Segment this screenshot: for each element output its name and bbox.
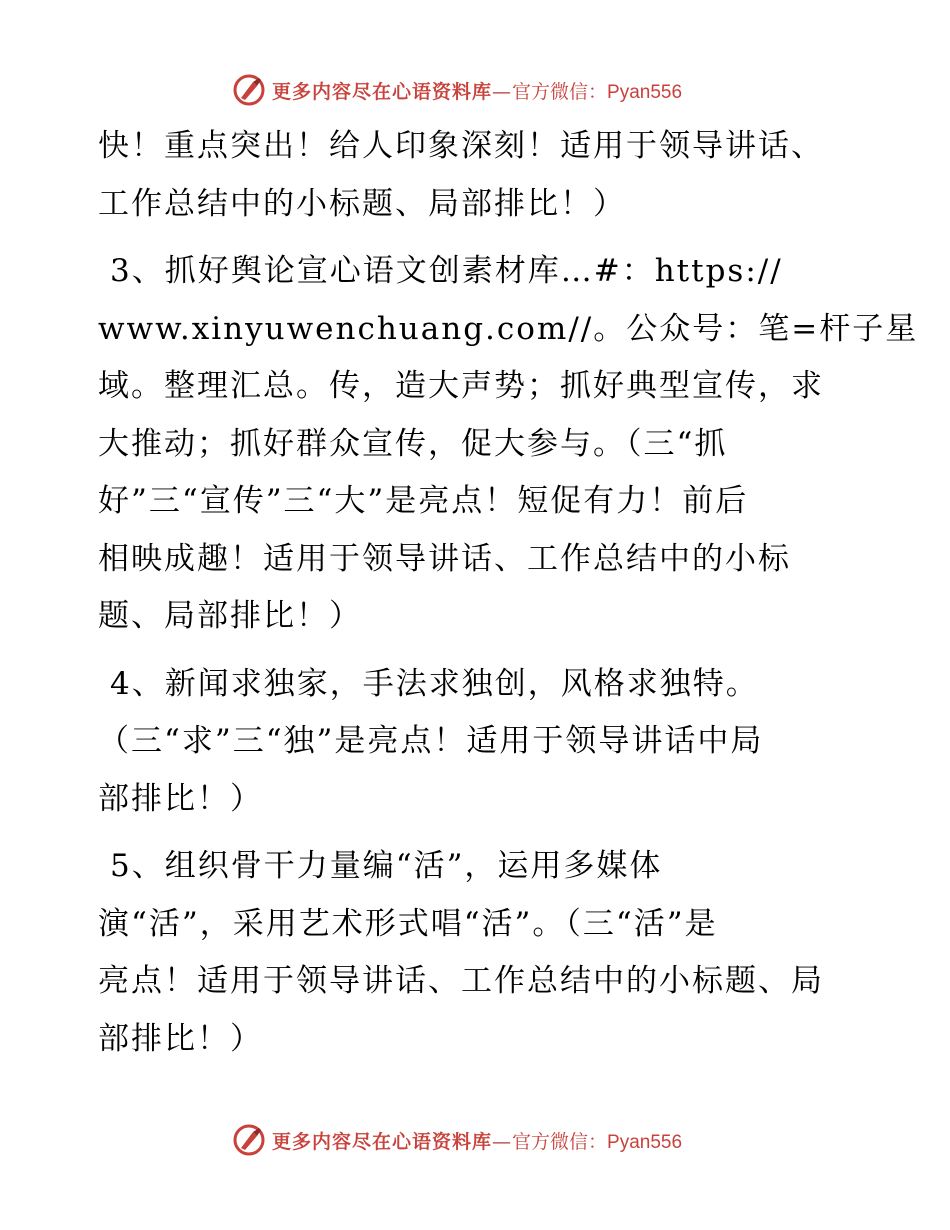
header-banner	[232, 70, 752, 110]
paragraph-4	[98, 838, 858, 1068]
pen-nib-logo-icon	[232, 73, 266, 107]
footer-text	[272, 1127, 682, 1154]
text-line: 相映成趣！适用于领导讲话、工作总结中的小标	[98, 540, 791, 577]
text-line: 亮点！适用于领导讲话、工作总结中的小标题、局	[98, 963, 824, 999]
header-wechat: 官方微信：Pyan556	[512, 81, 683, 103]
paragraph-3	[98, 656, 858, 829]
text-line: 演“活”，采用艺术形式唱“活”。（三“活”是	[98, 905, 718, 942]
text-line: 域。整理汇总。传，造大声势；抓好典型宣传，求	[98, 368, 824, 404]
text-line: 4、新闻求独家，手法求独创，风格求独特。	[110, 665, 759, 702]
text-line: 部排比！）	[98, 780, 263, 817]
footer-banner	[232, 1120, 752, 1160]
pen-nib-logo-icon	[232, 1123, 266, 1157]
paragraph-1	[98, 118, 858, 233]
footer-wechat: 官方微信：Pyan556	[512, 1131, 683, 1153]
header-dash: —	[492, 80, 513, 103]
text-line: 部排比！）	[98, 1020, 263, 1057]
text-line: 3、抓好舆论宣心语文创素材库…#：https://	[110, 253, 783, 289]
text-line: 快！重点突出！给人印象深刻！适用于领导讲话、	[98, 128, 824, 164]
text-line: （三“求”三“独”是亮点！适用于领导讲话中局	[98, 723, 764, 759]
text-line: www.xinyuwenchuang.com//。公众号：笔=杆子星	[98, 310, 919, 347]
text-line: 题、局部排比！）	[98, 598, 362, 634]
text-line: 好”三“宣传”三“大”是亮点！短促有力！前后	[98, 483, 749, 519]
header-prefix: 更多内容尽在心语资料库	[272, 80, 493, 103]
footer-dash: —	[492, 1130, 513, 1153]
text-line: 大推动；抓好群众宣传，促大参与。（三“抓	[98, 425, 728, 462]
document-body	[98, 118, 919, 1068]
text-line: 工作总结中的小标题、局部排比！）	[98, 185, 626, 222]
header-text	[272, 77, 682, 104]
footer-prefix: 更多内容尽在心语资料库	[272, 1130, 493, 1153]
text-line: 5、组织骨干力量编“活”，运用多媒体	[110, 848, 663, 884]
paragraph-2	[98, 243, 919, 646]
